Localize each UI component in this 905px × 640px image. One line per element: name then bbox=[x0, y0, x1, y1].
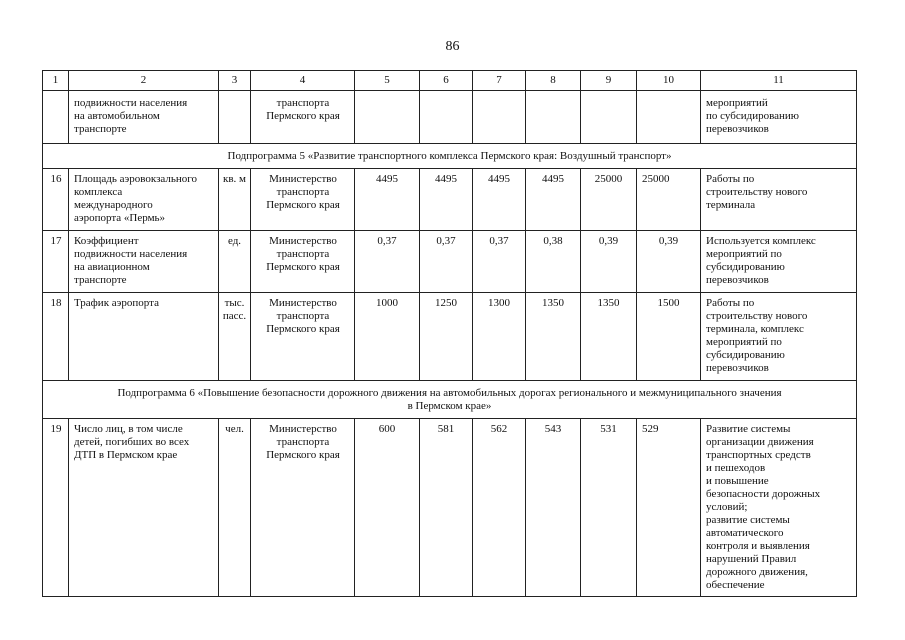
row-17-note: Используется комплекс мероприятий по субсидированию перевозчиков bbox=[701, 231, 857, 293]
row-16-unit: кв. м bbox=[219, 169, 251, 231]
row-18-number: 18 bbox=[43, 293, 69, 381]
row-16-note: Работы по строительству нового терминала bbox=[701, 169, 857, 231]
row-17-number: 17 bbox=[43, 231, 69, 293]
continuation-indicator: подвижности населения на автомобильном транспорте bbox=[69, 91, 219, 144]
continuation-unit bbox=[219, 91, 251, 144]
subprogram-5-row bbox=[43, 144, 857, 169]
header-cell-11: 11 bbox=[701, 71, 857, 91]
subprogram-5-title: Подпрограмма 5 «Развитие транспортного комплекса Пермского края: Воздушный транспорт» bbox=[43, 144, 857, 169]
header-cell-2: 2 bbox=[69, 71, 219, 91]
header-cell-8: 8 bbox=[526, 71, 581, 91]
continuation-note: мероприятий по субсидированию перевозчиков bbox=[701, 91, 857, 144]
table-row-18 bbox=[43, 293, 857, 381]
header-cell-3: 3 bbox=[219, 71, 251, 91]
row-16-indicator: Площадь аэровокзального комплекса международного аэропорта «Пермь» bbox=[69, 169, 219, 231]
row-17-value-7: 0,37 bbox=[473, 231, 526, 293]
row-17-value-8: 0,38 bbox=[526, 231, 581, 293]
row-16-value-8: 4495 bbox=[526, 169, 581, 231]
row-16-value-9: 25000 bbox=[581, 169, 637, 231]
continuation-value-7 bbox=[473, 91, 526, 144]
header-cell-1: 1 bbox=[43, 71, 69, 91]
continuation-number bbox=[43, 91, 69, 144]
subprogram-6-title: Подпрограмма 6 «Повышение безопасности дорожного движения на автомобильных дорогах регионального и межмуниципального значения в Пермском крае» bbox=[43, 381, 857, 419]
subprogram-6-row bbox=[43, 381, 857, 419]
header-cell-9: 9 bbox=[581, 71, 637, 91]
row-16-responsible: Министерство транспорта Пермского края bbox=[251, 169, 355, 231]
indicators-table bbox=[42, 70, 857, 597]
continuation-value-6 bbox=[420, 91, 473, 144]
row-17-value-5: 0,37 bbox=[355, 231, 420, 293]
row-16-value-6: 4495 bbox=[420, 169, 473, 231]
row-18-indicator: Трафик аэропорта bbox=[69, 293, 219, 381]
row-18-unit: тыс. пасс. bbox=[219, 293, 251, 381]
row-19-value-5: 600 bbox=[355, 419, 420, 597]
row-18-value-8: 1350 bbox=[526, 293, 581, 381]
table-header-row bbox=[43, 71, 857, 91]
row-19-value-10: 529 bbox=[637, 419, 701, 597]
row-16-value-5: 4495 bbox=[355, 169, 420, 231]
row-17-value-9: 0,39 bbox=[581, 231, 637, 293]
table-row-16 bbox=[43, 169, 857, 231]
row-18-note: Работы по строительству нового терминала, комплекс мероприятий по субсидированию перевозчиков bbox=[701, 293, 857, 381]
header-cell-6: 6 bbox=[420, 71, 473, 91]
row-19-responsible: Министерство транспорта Пермского края bbox=[251, 419, 355, 597]
row-19-note: Развитие системы организации движения транспортных средств и пешеходов и повышение безопасности дорожных условий; развитие системы автоматического контроля и выявления нарушений Правил дорожного движения, обеспечение bbox=[701, 419, 857, 597]
row-17-responsible: Министерство транспорта Пермского края bbox=[251, 231, 355, 293]
header-cell-4: 4 bbox=[251, 71, 355, 91]
header-cell-7: 7 bbox=[473, 71, 526, 91]
row-16-value-7: 4495 bbox=[473, 169, 526, 231]
continuation-value-5 bbox=[355, 91, 420, 144]
continuation-row bbox=[43, 91, 857, 144]
row-18-value-9: 1350 bbox=[581, 293, 637, 381]
header-cell-10: 10 bbox=[637, 71, 701, 91]
page-number: 86 bbox=[445, 39, 460, 54]
row-16-value-10: 25000 bbox=[637, 169, 701, 231]
row-18-value-10: 1500 bbox=[637, 293, 701, 381]
header-cell-5: 5 bbox=[355, 71, 420, 91]
row-19-unit: чел. bbox=[219, 419, 251, 597]
row-17-indicator: Коэффициент подвижности населения на авиационном транспорте bbox=[69, 231, 219, 293]
continuation-value-8 bbox=[526, 91, 581, 144]
row-17-unit: ед. bbox=[219, 231, 251, 293]
row-17-value-10: 0,39 bbox=[637, 231, 701, 293]
row-17-value-6: 0,37 bbox=[420, 231, 473, 293]
row-18-value-7: 1300 bbox=[473, 293, 526, 381]
row-16-number: 16 bbox=[43, 169, 69, 231]
table-row-19 bbox=[43, 419, 857, 597]
continuation-value-10 bbox=[637, 91, 701, 144]
row-19-indicator: Число лиц, в том числе детей, погибших во всех ДТП в Пермском крае bbox=[69, 419, 219, 597]
row-18-value-5: 1000 bbox=[355, 293, 420, 381]
row-19-number: 19 bbox=[43, 419, 69, 597]
row-18-value-6: 1250 bbox=[420, 293, 473, 381]
row-19-value-9: 531 bbox=[581, 419, 637, 597]
row-19-value-7: 562 bbox=[473, 419, 526, 597]
row-19-value-6: 581 bbox=[420, 419, 473, 597]
row-19-value-8: 543 bbox=[526, 419, 581, 597]
continuation-responsible: транспорта Пермского края bbox=[251, 91, 355, 144]
row-18-responsible: Министерство транспорта Пермского края bbox=[251, 293, 355, 381]
continuation-value-9 bbox=[581, 91, 637, 144]
table-row-17 bbox=[43, 231, 857, 293]
